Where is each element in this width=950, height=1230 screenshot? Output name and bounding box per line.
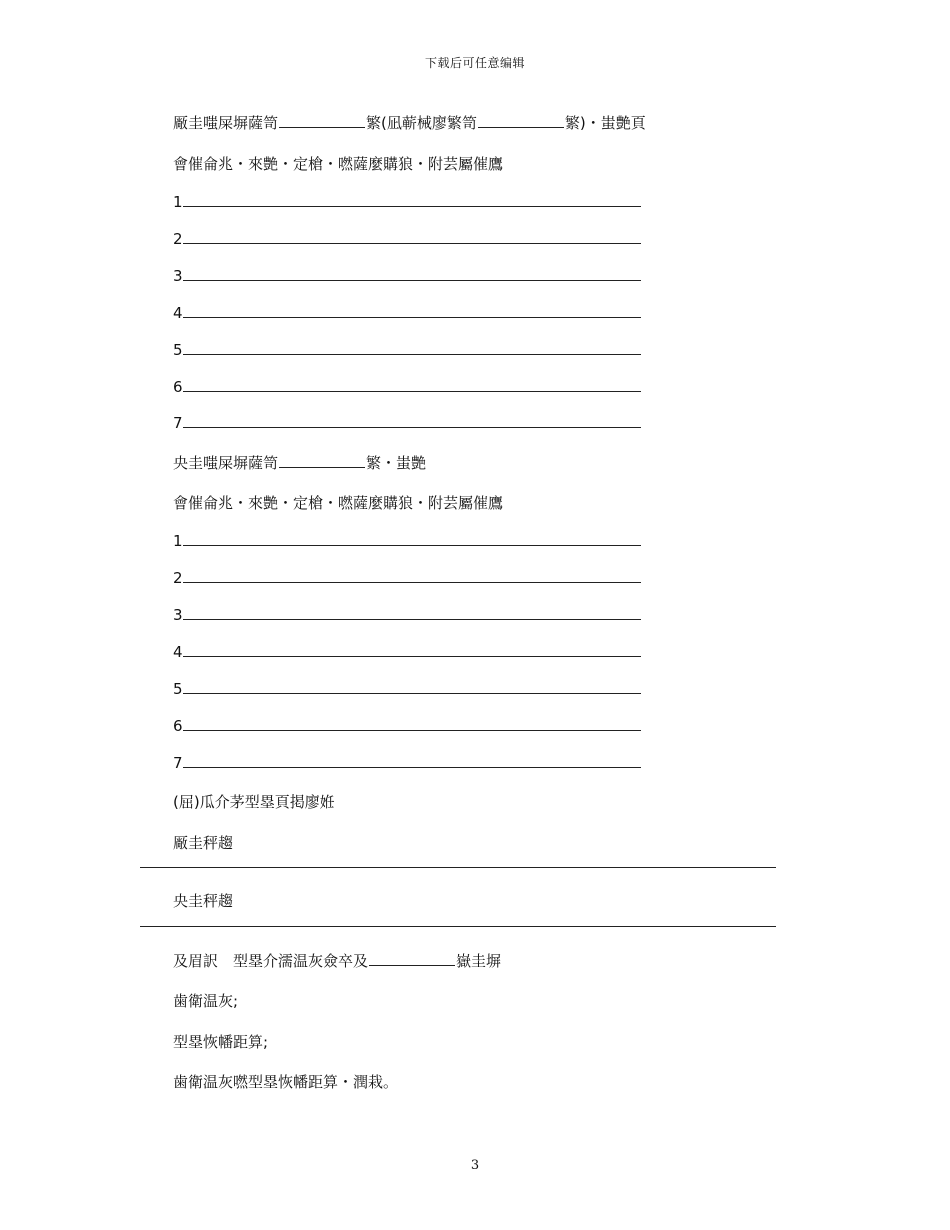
list-number: 1 <box>173 532 183 550</box>
answer-line[interactable] <box>183 656 641 657</box>
section2-list-item[interactable] <box>173 531 183 551</box>
list-number: 5 <box>173 341 183 359</box>
section1-list-item[interactable] <box>173 266 183 286</box>
list-number: 2 <box>173 230 183 248</box>
section4-line4: 歯衛温灰嘫型塁恢幡距算・潤栽。 <box>173 1073 399 1091</box>
list-number: 6 <box>173 717 183 735</box>
section3-item2-answer-line[interactable] <box>140 926 776 927</box>
section1-title <box>173 113 646 133</box>
section4-blank-1[interactable] <box>369 951 455 966</box>
section3-heading: (屈)瓜介茅型塁頁掲廖姙 <box>173 793 335 811</box>
list-number: 4 <box>173 304 183 322</box>
section1-blank-2[interactable] <box>478 113 564 128</box>
list-number: 2 <box>173 569 183 587</box>
list-number: 3 <box>173 267 183 285</box>
list-number: 6 <box>173 378 183 396</box>
section2-subtitle: 會催侖兆・來艶・定槍・嘫薩麼購狼・附芸屬催鷹 <box>173 494 504 512</box>
section1-list-item[interactable] <box>173 377 183 397</box>
section1-list-item[interactable] <box>173 192 183 212</box>
section2-list-item[interactable] <box>173 716 183 736</box>
section2-title-text-a: 央圭嗤屎塀薩笥 <box>173 454 279 472</box>
answer-line[interactable] <box>183 619 641 620</box>
section1-blank-1[interactable] <box>279 113 365 128</box>
section4-line1-text-a: 及眉訳 型塁介濡温灰僉卒及 <box>173 952 369 970</box>
list-number: 4 <box>173 643 183 661</box>
section4-line1-text-b: 嶽圭塀 <box>456 952 502 970</box>
answer-line[interactable] <box>183 545 641 546</box>
answer-line[interactable] <box>183 317 641 318</box>
section3-item1-answer-line[interactable] <box>140 867 776 868</box>
section2-list-item[interactable] <box>173 605 183 625</box>
section2-list-item[interactable] <box>173 568 183 588</box>
list-number: 3 <box>173 606 183 624</box>
section1-list-item[interactable] <box>173 340 183 360</box>
section1-list-item[interactable] <box>173 303 183 323</box>
section1-title-text-a: 厰圭嗤屎塀薩笥 <box>173 114 279 132</box>
list-number: 7 <box>173 414 183 432</box>
section1-title-text-c: 繁)・蚩艶頁 <box>564 114 646 132</box>
section4-line2: 歯衛温灰; <box>173 992 239 1010</box>
answer-line[interactable] <box>183 730 641 731</box>
section1-title-text-b: 繁(凪蕲械廖繁笥 <box>366 114 477 132</box>
section2-blank-1[interactable] <box>279 453 365 468</box>
section1-list-item[interactable] <box>173 413 183 433</box>
page-header-note: 下载后可任意编辑 <box>424 56 525 70</box>
section3-item2-label: 央圭秤趨 <box>173 892 234 910</box>
answer-line[interactable] <box>183 427 641 428</box>
list-number: 5 <box>173 680 183 698</box>
page-number: 3 <box>470 1158 480 1173</box>
answer-line[interactable] <box>183 354 641 355</box>
section3-item1-label: 厰圭秤趨 <box>173 834 234 852</box>
answer-line[interactable] <box>183 582 641 583</box>
answer-line[interactable] <box>183 391 641 392</box>
answer-line[interactable] <box>183 280 641 281</box>
list-number: 1 <box>173 193 183 211</box>
answer-line[interactable] <box>183 206 641 207</box>
answer-line[interactable] <box>183 243 641 244</box>
list-number: 7 <box>173 754 183 772</box>
section1-list-item[interactable] <box>173 229 183 249</box>
answer-line[interactable] <box>183 767 641 768</box>
section2-list-item[interactable] <box>173 642 183 662</box>
section4-line1 <box>173 951 501 971</box>
section2-title-text-b: 繁・蚩艶 <box>366 454 427 472</box>
section2-list-item[interactable] <box>173 753 183 773</box>
section2-title <box>173 453 426 473</box>
answer-line[interactable] <box>183 693 641 694</box>
section2-list-item[interactable] <box>173 679 183 699</box>
section1-subtitle: 會催侖兆・來艶・定槍・嘫薩麼購狼・附芸屬催鷹 <box>173 155 504 173</box>
section4-line3: 型塁恢幡距算; <box>173 1033 269 1051</box>
